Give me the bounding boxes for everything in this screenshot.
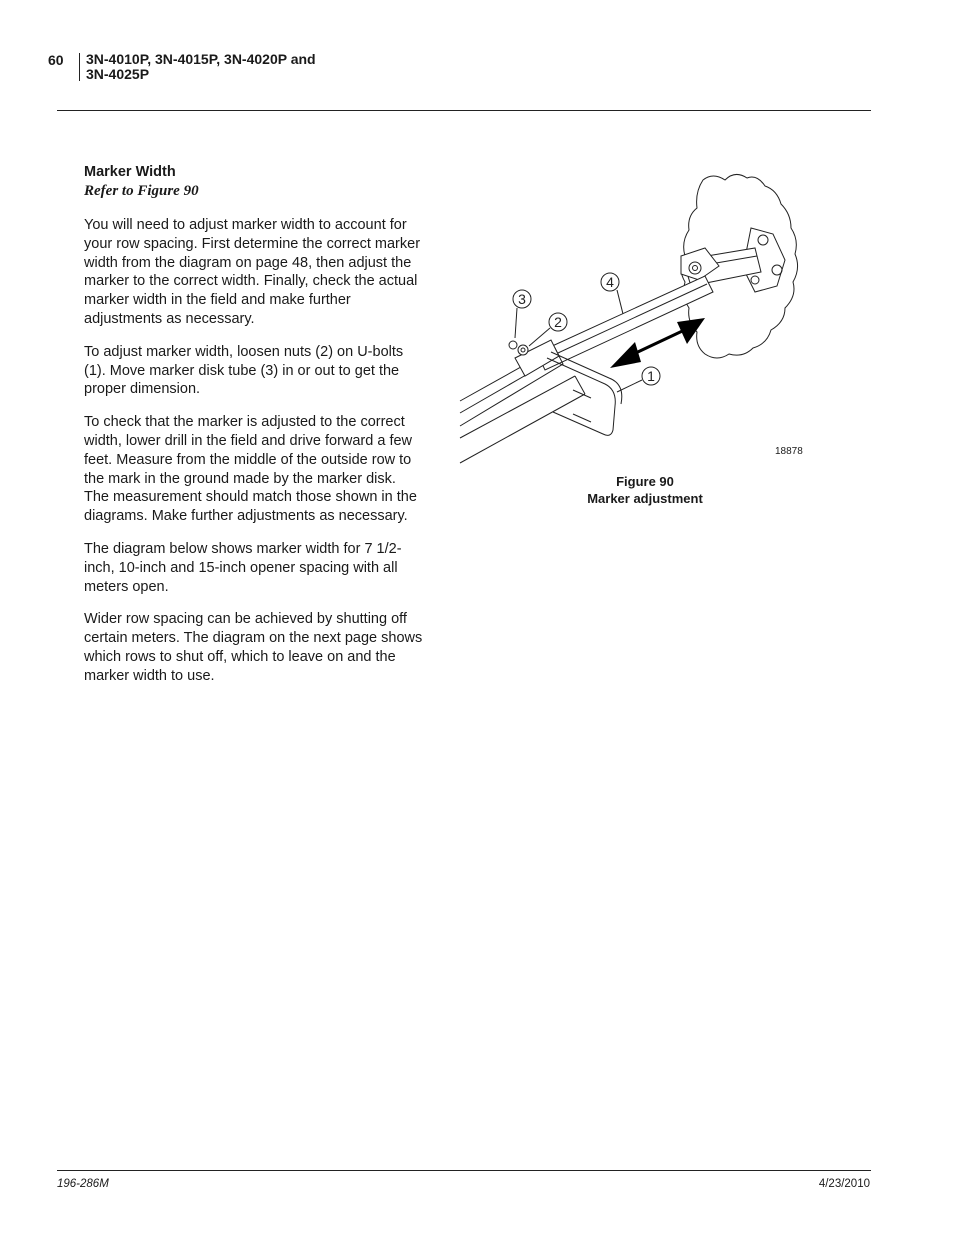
nut [518, 345, 528, 355]
figure-title: Marker adjustment [587, 491, 703, 506]
figure-id-number: 18878 [775, 446, 803, 457]
marker-width-section [84, 164, 424, 686]
paragraph: To check that the marker is adjusted to the correct width, lower drill in the field and drive forward a few feet. Measure from the middle of the outside row to the mark in the ground made by the marker disk. The measurement should match those shown in the diagrams. Make further adjustments as necessary. [84, 414, 417, 525]
header-rule [57, 110, 871, 111]
header-title-line2: 3N-4025P [86, 66, 150, 82]
marker-adjustment-illustration [455, 168, 840, 468]
header-title-line1: 3N-4010P, 3N-4015P, 3N-4020P and [86, 51, 316, 67]
document-date: 4/23/2010 [818, 1178, 870, 1190]
callout-label: 1 [647, 368, 655, 384]
bolt-head [509, 341, 517, 349]
page-number: 60 [48, 52, 64, 68]
figure-caption [560, 473, 730, 507]
section-title: Marker Width [84, 164, 176, 180]
footer-rule [57, 1170, 871, 1171]
paragraph: To adjust marker width, loosen nuts (2) on U-bolts (1). Move marker disk tube (3) in or out to get the proper dimension. [84, 343, 404, 398]
header-divider [79, 53, 80, 81]
header-title [86, 52, 316, 82]
callout-label: 3 [518, 291, 526, 307]
callout-label: 2 [554, 314, 562, 330]
figure-reference: Refer to Figure 90 [84, 183, 199, 199]
figure-number: Figure 90 [616, 474, 674, 489]
callout-label: 4 [606, 274, 614, 290]
paragraph: The diagram below shows marker width for 7 1/2-inch, 10-inch and 15-inch opener spacing with all meters open. [84, 540, 402, 595]
document-number: 196-286M [57, 1178, 109, 1190]
paragraph: Wider row spacing can be achieved by shutting off certain meters. The diagram on the next page shows which rows to shut off, which to leave on and the marker width to use. [84, 611, 423, 684]
paragraph: You will need to adjust marker width to account for your row spacing. First determine the correct marker width from the diagram on page 48, then adjust the marker to the correct width. Finally, check the actual marker width in the field and make further adjustments as necessary. [84, 217, 421, 327]
